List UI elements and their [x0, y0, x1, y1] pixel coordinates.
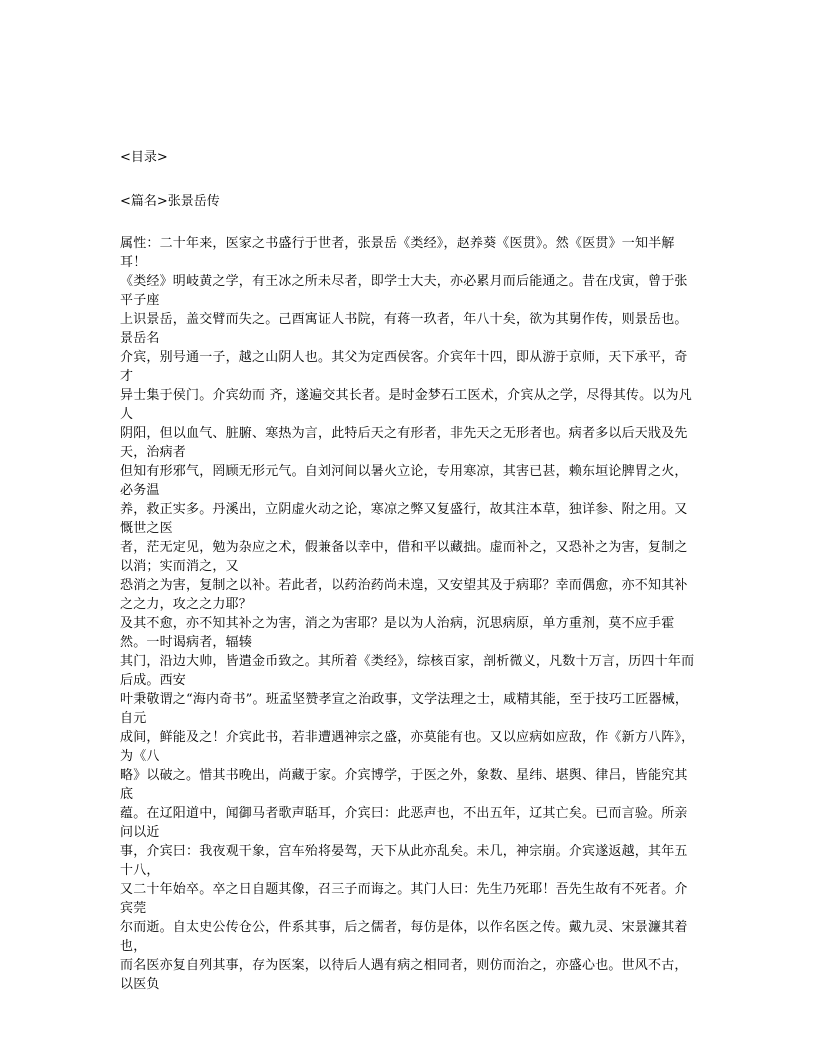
paragraph-line: 事，介宾曰：我夜观干象，宫车殆将晏驾，天下从此亦乱矣。未几，神宗崩。介宾遂返越，其年五十八， — [120, 844, 688, 878]
paragraph-line: 异士集于侯门。介宾幼而 齐，遂遍交其长者。是时金梦石工医术，介宾从之学，尽得其传。以为凡人 — [120, 388, 692, 422]
body-text — [120, 234, 700, 994]
paragraph-line: 《类经》明岐黄之学，有王冰之所未尽者，即学士大夫，亦必累月而后能通之。昔在戊寅，曾于张平子座 — [120, 274, 688, 308]
paragraph-line: 但知有形邪气，罔顾无形元气。自刘河间以暑火立论，专用寒凉，其害已甚，赖东垣论脾胃之火，必务温 — [120, 464, 688, 498]
toc-label: <目录> — [120, 150, 168, 165]
paragraph-line: 叶秉敬谓之“海内奇书”。班孟坚赞孝宣之治政事，文学法理之士，咸精其能，至于技巧工匠器械，自元 — [120, 692, 689, 726]
paragraph-line: 略》以破之。惜其书晚出，尚藏于家。介宾博学，于医之外，象数、星纬、堪舆、律吕，皆能究其底 — [120, 768, 688, 802]
paragraph-line: 成间，鲜能及之！介宾此书，若非遭遇神宗之盛，亦莫能有也。又以应病如应敌，作《新方八阵》，为《八 — [120, 730, 695, 764]
chapter-title: <篇名>张景岳传 — [120, 194, 220, 209]
paragraph-line: 阴阳，但以血气、脏腑、寒热为言，此特后天之有形者，非先天之无形者也。病者多以后天戕及先天，治病者 — [120, 426, 688, 460]
paragraph-line: 及其不愈，亦不知其补之为害，消之为害耶？是以为人治病，沉思病原，单方重剂，莫不应手霍然。一时谒病者，辐辏 — [120, 616, 675, 650]
paragraph-line: 养，救正实多。丹溪出，立阴虚火动之论，寒凉之弊又复盛行，故其注本草，独详参、附之用。又慨世之医 — [120, 502, 688, 536]
paragraph-line: 而名医亦复自列其事，存为医案，以待后人遇有病之相同者，则仿而治之，亦盛心也。世风不古，以医负 — [120, 958, 688, 992]
paragraph-line: 又二十年始卒。卒之日自题其像，召三子而诲之。其门人曰：先生乃死耶！吾先生故有不死者。介宾莞 — [120, 882, 688, 916]
paragraph-line: 属性：二十年来，医家之书盛行于世者，张景岳《类经》，赵养葵《医贯》。然《医贯》一知半解耳！ — [120, 236, 675, 270]
paragraph-line: 上识景岳，盖交臂而失之。己酉寓证人书院，有蒋一玖者，年八十矣，欲为其舅作传，则景岳也。景岳名 — [120, 312, 688, 346]
paragraph-line: 蕴。在辽阳道中，闻御马者歌声聒耳，介宾曰：此恶声也，不出五年，辽其亡矣。已而言验。所亲问以近 — [120, 806, 688, 840]
paragraph-line: 尔而逝。自太史公传仓公，件系其事，后之儒者，每仿是体，以作名医之传。戴九灵、宋景濂其着也， — [120, 920, 688, 954]
document-page — [120, 148, 700, 994]
paragraph-line: 恐消之为害，复制之以补。若此者，以药治药尚未遑，又安望其及于病耶？幸而偶愈，亦不知其补之之力，攻之之力耶？ — [120, 578, 688, 612]
paragraph-line: 其门，沿边大帅，皆遣金币致之。其所着《类经》，综核百家，剖析微义，凡数十万言，历四十年而后成。西安 — [120, 654, 695, 688]
paragraph-line: 者，茫无定见，勉为杂应之术，假兼备以幸中，借和平以藏拙。虚而补之，又恐补之为害，复制之以消；实而消之，又 — [120, 540, 688, 574]
paragraph-line: 介宾，别号通一子，越之山阴人也。其父为定西侯客。介宾年十四，即从游于京师，天下承平，奇才 — [120, 350, 688, 384]
